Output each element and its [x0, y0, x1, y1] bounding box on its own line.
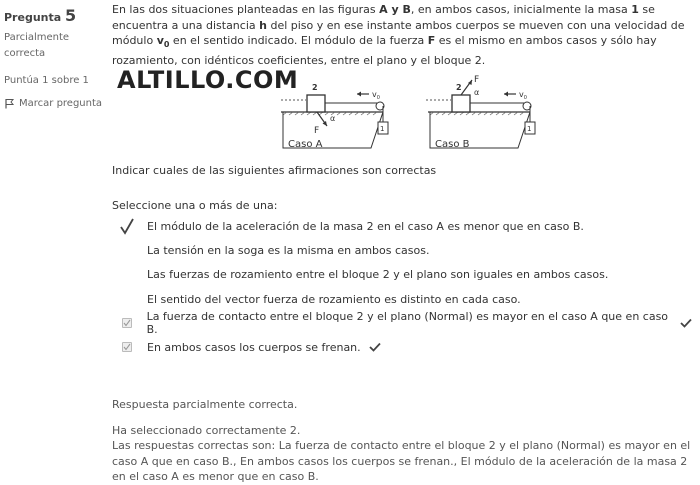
answer-option[interactable] — [112, 242, 692, 258]
answer-option[interactable] — [112, 310, 692, 336]
velocity-symbol: v — [156, 34, 164, 47]
qtext-bold: A y B — [379, 3, 411, 16]
feedback-state: Respuesta parcialmente correcta. — [112, 398, 298, 411]
case-label: Caso A — [288, 139, 323, 150]
angle-label: α — [330, 114, 336, 123]
question-info — [4, 2, 104, 109]
flag-question-link[interactable] — [4, 98, 104, 109]
velocity-label: $v_0$ — [372, 90, 380, 101]
question-label: Pregunta — [4, 11, 62, 24]
feedback-selected: Ha seleccionado correctamente 2. — [112, 423, 301, 437]
feedback-correct-answers: Las respuestas correctas son: La fuerza de contacto entre el bloque 2 y el plano (Normal) es mayor en el caso A que en caso B., En ambos casos los cuerpos se frenan., El módulo de la aceleración de la masa 2 en el caso A es menor que en caso B. — [112, 439, 691, 483]
option-checkbox[interactable] — [122, 318, 132, 328]
block-2 — [307, 95, 325, 112]
question-points: Puntúa 1 sobre 1 — [4, 75, 89, 86]
block-2-label: 2 — [312, 83, 318, 92]
instruction-text: Indicar cuales de las siguientes afirmaciones son correctas — [112, 164, 437, 177]
question-status: Parcialmente correcta — [4, 32, 70, 59]
qtext-bold: 1 — [631, 3, 639, 16]
option-label: En ambos casos los cuerpos se frenan. — [147, 340, 361, 354]
answer-option[interactable] — [112, 218, 692, 234]
force-label: F — [474, 75, 480, 85]
block-2 — [452, 95, 470, 112]
missed-answer-check-icon — [118, 217, 136, 235]
velocity-label: $v_0$ — [519, 90, 527, 101]
qtext-part: en el sentido indicado. El módulo de la fuerza — [169, 34, 428, 47]
qtext-part: En las dos situaciones planteadas en las figuras — [112, 3, 380, 16]
question-text — [112, 2, 696, 68]
block-1-label: 1 — [380, 125, 385, 133]
qtext-part: del piso y en ese instante ambos cuerpos se mueven con una velocidad de módulo — [112, 18, 685, 47]
qtext-bold: F — [427, 34, 436, 47]
qtext-bold: h — [259, 18, 267, 32]
qtext-part: se encuentra a una distancia — [112, 3, 655, 32]
qtext-part: , en ambos casos, inicialmente la masa — [410, 3, 632, 16]
case-label: Caso B — [435, 139, 470, 150]
checkbox-check-icon — [123, 319, 131, 327]
block-2-label: 2 — [456, 83, 462, 92]
answer-option[interactable] — [112, 339, 692, 355]
force-label: F — [314, 126, 320, 136]
select-prompt: Seleccione una o más de una: — [112, 199, 278, 212]
option-label: El módulo de la aceleración de la masa 2 en el caso A es menor que en caso B. — [147, 219, 584, 233]
option-checkbox[interactable] — [122, 342, 132, 352]
checkbox-check-icon — [123, 343, 131, 351]
option-label: El sentido del vector fuerza de rozamiento es distinto en cada caso. — [147, 292, 521, 306]
answer-option[interactable] — [112, 291, 692, 307]
correct-mark — [680, 318, 692, 328]
velocity-subscript: 0 — [163, 40, 170, 50]
question-number-heading — [4, 6, 104, 25]
correct-mark — [369, 342, 381, 352]
option-label: La fuerza de contacto entre el bloque 2 y el plano (Normal) es mayor en el caso A que en caso B. — [146, 310, 669, 336]
qtext-part: es el mismo en ambos casos y sólo hay rozamiento, con idénticos coeficientes, entre el plano y el bloque 2. — [112, 34, 657, 67]
option-label: Las fuerzas de rozamiento entre el bloque 2 y el plano son iguales en ambos casos. — [147, 267, 609, 281]
figure-case-a — [273, 70, 403, 152]
flag-icon — [4, 98, 15, 109]
figure-case-b — [420, 70, 550, 152]
question-number: 5 — [65, 6, 77, 25]
answer-option[interactable] — [112, 266, 692, 282]
block-1-label: 1 — [527, 125, 532, 133]
correct-check-icon — [369, 342, 381, 352]
option-label: La tensión en la soga es la misma en ambos casos. — [147, 243, 430, 257]
feedback-panel — [112, 397, 696, 485]
flag-label: Marcar pregunta — [19, 98, 103, 109]
correct-check-icon — [680, 318, 692, 328]
question-content — [112, 2, 696, 68]
watermark: ALTILLO.COM — [117, 66, 299, 94]
angle-label: α — [474, 88, 480, 97]
